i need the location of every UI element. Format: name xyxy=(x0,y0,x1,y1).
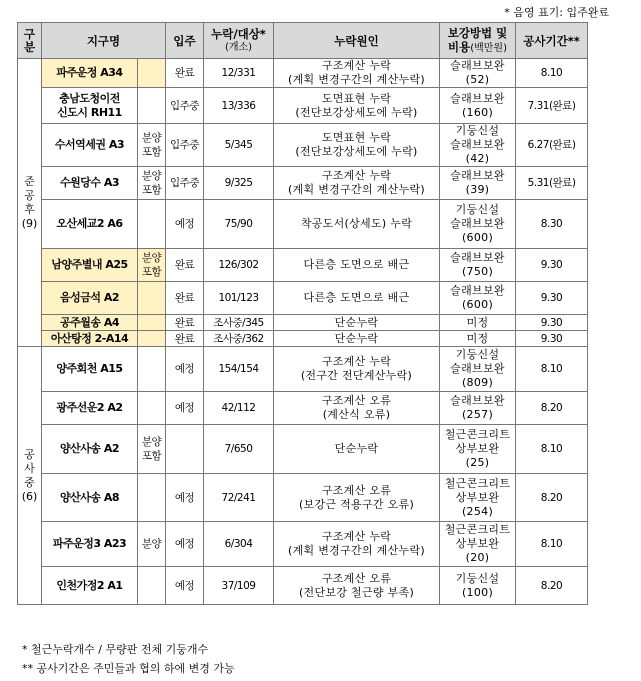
construction-period: 9.30 xyxy=(516,282,588,315)
construction-period: 8.20 xyxy=(516,567,588,605)
missing-cause: 도면표현 누락 (전단보강상세도에 누락) xyxy=(274,124,440,167)
shading-note: * 음영 표기: 입주완료 xyxy=(504,6,609,19)
sale-tag xyxy=(138,331,166,347)
repair-method: 철근콘크리트 상부보완 (20) xyxy=(440,522,516,567)
missing-count: 5/345 xyxy=(204,124,274,167)
repair-method: 기둥신설 (100) xyxy=(440,567,516,605)
missing-count: 101/123 xyxy=(204,282,274,315)
repair-method: 기둥신설 슬래브보완 (42) xyxy=(440,124,516,167)
missing-count: 9/325 xyxy=(204,167,274,200)
occupancy-status: 완료 xyxy=(166,59,204,88)
site-name: 광주선운2 A2 xyxy=(42,392,138,425)
missing-count: 75/90 xyxy=(204,200,274,249)
table-row xyxy=(18,474,588,522)
missing-count: 12/331 xyxy=(204,59,274,88)
construction-period: 7.31(완료) xyxy=(516,88,588,124)
missing-count: 126/302 xyxy=(204,249,274,282)
header-missing: 누락/대상* (개소) xyxy=(204,23,274,59)
missing-count: 154/154 xyxy=(204,347,274,392)
site-name: 수원당수 A3 xyxy=(42,167,138,200)
site-name: 파주운정 A34 xyxy=(42,59,138,88)
table-row xyxy=(18,59,588,88)
missing-cause: 단순누락 xyxy=(274,315,440,331)
site-name: 양주회천 A15 xyxy=(42,347,138,392)
sale-tag xyxy=(138,347,166,392)
construction-period: 9.30 xyxy=(516,249,588,282)
missing-count: 7/650 xyxy=(204,425,274,474)
missing-count: 6/304 xyxy=(204,522,274,567)
construction-period: 9.30 xyxy=(516,315,588,331)
site-name: 파주운정3 A23 xyxy=(42,522,138,567)
sale-tag: 분양 포함 xyxy=(138,249,166,282)
table-row xyxy=(18,392,588,425)
header-category: 구분 xyxy=(18,23,42,59)
repair-method: 슬래브보완 (257) xyxy=(440,392,516,425)
table-row xyxy=(18,282,588,315)
table-row xyxy=(18,522,588,567)
missing-count: 조사중/362 xyxy=(204,331,274,347)
repair-method: 슬래브보완 (160) xyxy=(440,88,516,124)
construction-period: 6.27(완료) xyxy=(516,124,588,167)
missing-count: 72/241 xyxy=(204,474,274,522)
missing-cause: 구조계산 누락 (계획 변경구간의 계산누락) xyxy=(274,59,440,88)
site-name: 음성금석 A2 xyxy=(42,282,138,315)
table-row xyxy=(18,124,588,167)
missing-cause: 도면표현 누락 (전단보강상세도에 누락) xyxy=(274,88,440,124)
occupancy-status: 예정 xyxy=(166,347,204,392)
occupancy-status: 예정 xyxy=(166,474,204,522)
repair-method: 기둥신설 슬래브보완 (809) xyxy=(440,347,516,392)
sale-tag xyxy=(138,474,166,522)
table-row xyxy=(18,567,588,605)
missing-cause: 구조계산 누락 (계획 변경구간의 계산누락) xyxy=(274,167,440,200)
site-name: 충남도청이전 신도시 RH11 xyxy=(42,88,138,124)
construction-period: 8.10 xyxy=(516,59,588,88)
sale-tag xyxy=(138,200,166,249)
repair-method: 슬래브보완 (600) xyxy=(440,282,516,315)
construction-period: 5.31(완료) xyxy=(516,167,588,200)
site-name: 양산사송 A2 xyxy=(42,425,138,474)
missing-rebar-table xyxy=(17,22,588,605)
missing-cause: 구조계산 오류 (계산식 오류) xyxy=(274,392,440,425)
occupancy-status: 입주중 xyxy=(166,124,204,167)
occupancy-status: 입주중 xyxy=(166,167,204,200)
occupancy-status: 완료 xyxy=(166,282,204,315)
repair-method: 미정 xyxy=(440,315,516,331)
table-row xyxy=(18,315,588,331)
missing-cause: 구조계산 오류 (전단보강 철근량 부족) xyxy=(274,567,440,605)
missing-count: 42/112 xyxy=(204,392,274,425)
table-row xyxy=(18,249,588,282)
repair-method: 철근콘크리트 상부보완 (25) xyxy=(440,425,516,474)
missing-cause: 다른층 도면으로 배근 xyxy=(274,249,440,282)
sale-tag xyxy=(138,88,166,124)
site-name: 남양주별내 A25 xyxy=(42,249,138,282)
site-name: 아산탕정 2-A14 xyxy=(42,331,138,347)
construction-period: 8.30 xyxy=(516,200,588,249)
table-row xyxy=(18,331,588,347)
repair-method: 슬래브보완 (39) xyxy=(440,167,516,200)
missing-cause: 구조계산 누락 (전구간 전단계산누락) xyxy=(274,347,440,392)
sale-tag xyxy=(138,567,166,605)
repair-method: 슬래브보완 (750) xyxy=(440,249,516,282)
occupancy-status: 완료 xyxy=(166,315,204,331)
missing-cause: 구조계산 오류 (보강근 적용구간 오류) xyxy=(274,474,440,522)
missing-cause: 단순누락 xyxy=(274,331,440,347)
category-cell: 준 공 후 (9) xyxy=(18,59,42,347)
site-name: 오산세교2 A6 xyxy=(42,200,138,249)
sale-tag: 분양 포함 xyxy=(138,167,166,200)
occupancy-status: 완료 xyxy=(166,249,204,282)
missing-count: 13/336 xyxy=(204,88,274,124)
missing-cause: 착공도서(상세도) 누락 xyxy=(274,200,440,249)
construction-period: 8.20 xyxy=(516,392,588,425)
occupancy-status: 예정 xyxy=(166,200,204,249)
table-row xyxy=(18,167,588,200)
sale-tag: 분양 포함 xyxy=(138,425,166,474)
missing-cause: 다른층 도면으로 배근 xyxy=(274,282,440,315)
construction-period: 8.10 xyxy=(516,522,588,567)
construction-period: 8.10 xyxy=(516,347,588,392)
header-method: 보강방법 및 비용(백만원) xyxy=(440,23,516,59)
construction-period: 9.30 xyxy=(516,331,588,347)
occupancy-status: 예정 xyxy=(166,567,204,605)
repair-method: 미정 xyxy=(440,331,516,347)
occupancy-status: 완료 xyxy=(166,331,204,347)
occupancy-status: 입주중 xyxy=(166,88,204,124)
table-row xyxy=(18,425,588,474)
occupancy-status: 예정 xyxy=(166,522,204,567)
site-name: 양산사송 A8 xyxy=(42,474,138,522)
sale-tag xyxy=(138,282,166,315)
site-name: 인천가정2 A1 xyxy=(42,567,138,605)
site-name: 공주월송 A4 xyxy=(42,315,138,331)
table-row xyxy=(18,347,588,392)
missing-cause: 단순누락 xyxy=(274,425,440,474)
sale-tag: 분양 포함 xyxy=(138,124,166,167)
occupancy-status xyxy=(166,425,204,474)
construction-period: 8.20 xyxy=(516,474,588,522)
sale-tag xyxy=(138,315,166,331)
header-cause: 누락원인 xyxy=(274,23,440,59)
occupancy-status: 예정 xyxy=(166,392,204,425)
header-period: 공사기간** xyxy=(516,23,588,59)
header-site: 지구명 xyxy=(42,23,166,59)
table-row xyxy=(18,200,588,249)
missing-count: 37/109 xyxy=(204,567,274,605)
missing-count: 조사중/345 xyxy=(204,315,274,331)
header-occupancy: 입주 xyxy=(166,23,204,59)
sale-tag xyxy=(138,59,166,88)
footnote-1: * 철근누락개수 / 무량판 전체 기둥개수 xyxy=(22,643,209,656)
sale-tag xyxy=(138,392,166,425)
construction-period: 8.10 xyxy=(516,425,588,474)
repair-method: 철근콘크리트 상부보완 (254) xyxy=(440,474,516,522)
repair-method: 슬래브보완 (52) xyxy=(440,59,516,88)
sale-tag: 분양 xyxy=(138,522,166,567)
footnote-2: ** 공사기간은 주민들과 협의 하에 변경 가능 xyxy=(22,662,235,675)
site-name: 수서역세권 A3 xyxy=(42,124,138,167)
repair-method: 기둥신설 슬래브보완 (600) xyxy=(440,200,516,249)
table-row xyxy=(18,88,588,124)
category-cell: 공 사 중 (6) xyxy=(18,347,42,605)
missing-cause: 구조계산 누락 (계획 변경구간의 계산누락) xyxy=(274,522,440,567)
